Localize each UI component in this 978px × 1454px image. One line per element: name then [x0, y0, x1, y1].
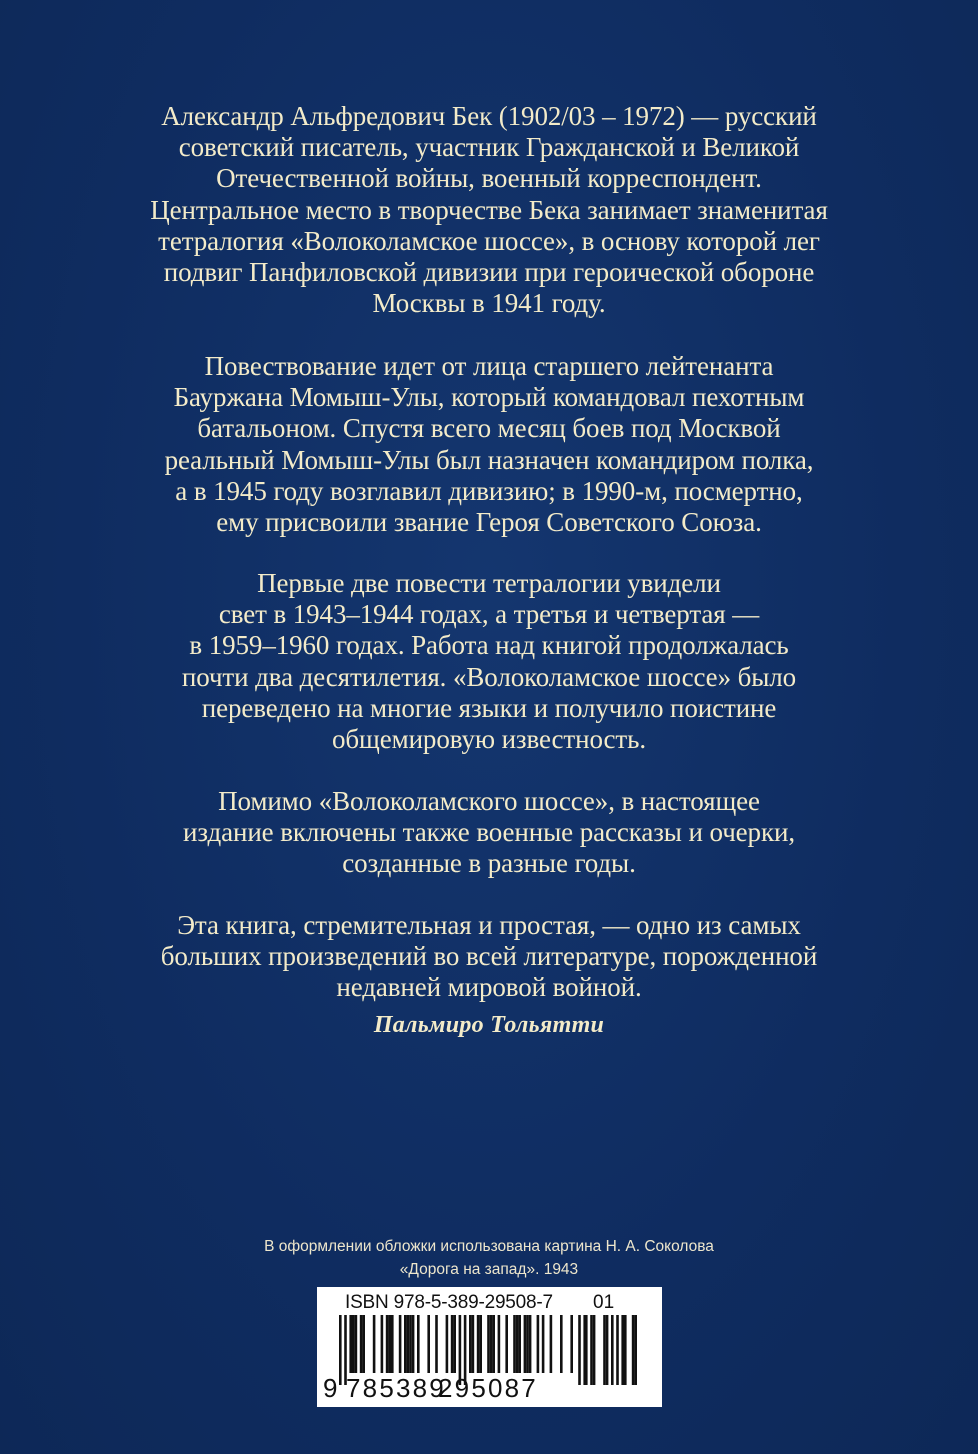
barcode-bar: [472, 1315, 475, 1373]
addon-label: 01: [593, 1292, 615, 1313]
barcode-bar: [381, 1315, 384, 1373]
barcode-bar: [578, 1315, 581, 1385]
text-line: батальоном. Спустя всего месяц боев под Москвой: [197, 413, 781, 444]
isbn-barcode: [317, 1287, 662, 1407]
credits-line: В оформлении обложки использована картина Н. А. Соколова: [264, 1238, 714, 1255]
barcode-bar: [407, 1315, 410, 1373]
addon-bar: [634, 1315, 637, 1385]
barcode-bar: [362, 1315, 365, 1373]
text-line: Эта книга, стремительная и простая, — одно из самых: [177, 910, 801, 940]
barcode-bar: [516, 1315, 519, 1373]
barcode-bar: [404, 1315, 407, 1373]
text-line: советский писатель, участник Гражданской и Великой: [178, 132, 800, 163]
barcode-bar: [505, 1315, 508, 1373]
barcode-bar: [560, 1315, 563, 1373]
text-line: Первые две повести тетралогии увидели: [257, 568, 721, 598]
text-line: в 1959–1960 годах. Работа над книгой продолжалась: [189, 630, 789, 661]
barcode-bar: [529, 1315, 532, 1373]
barcode-digits-left: 785389: [346, 1373, 446, 1403]
barcode-bar: [524, 1315, 527, 1373]
barcode-bar: [537, 1315, 540, 1373]
barcode-bar: [570, 1315, 573, 1373]
barcode-bar: [388, 1315, 391, 1373]
barcode-bar: [498, 1315, 501, 1373]
barcode-bar: [352, 1315, 355, 1373]
barcode-bar: [446, 1315, 449, 1373]
text-line: издание включены также военные рассказы и очерки,: [183, 817, 795, 848]
text-line: почти два десятилетия. «Волоколамское шоссе» было: [181, 661, 797, 692]
text-line: Повествование идет от лица старшего лейтенанта: [204, 351, 774, 381]
text-line: Москвы в 1941 году.: [372, 288, 606, 319]
barcode-bar: [477, 1315, 480, 1373]
annotation-paragraph-4: [110, 786, 868, 880]
addon-bar: [624, 1315, 627, 1385]
barcode-bar: [487, 1315, 490, 1373]
text-line: переведено на многие языки и получило поистине: [201, 692, 777, 723]
barcode-bar: [360, 1315, 363, 1373]
text-line: созданные в разные годы.: [342, 848, 636, 879]
addon-bar: [590, 1315, 593, 1385]
text-line: недавней мировой войной.: [336, 972, 642, 1003]
addon-bar: [616, 1315, 619, 1385]
annotation-paragraph-2: [110, 351, 868, 538]
barcode-bar: [386, 1315, 389, 1373]
barcode-bar: [355, 1315, 358, 1373]
isbn-label: ISBN 978-5-389-29508-7: [345, 1292, 553, 1313]
text-line: свет в 1943–1944 годах, а третья и четвертая —: [218, 599, 760, 630]
text-line: Бауржана Момыш-Улы, который командовал пехотным: [173, 382, 805, 413]
barcode-bar: [399, 1315, 402, 1373]
addon-bar: [593, 1315, 596, 1385]
barcode-bar: [550, 1315, 553, 1373]
barcode-bar: [435, 1315, 438, 1373]
text-line: Центральное место в творчестве Бека занимает знаменитая: [150, 194, 828, 225]
credits-line: «Дорога на запад». 1943: [399, 1261, 579, 1278]
barcode-bar: [453, 1315, 456, 1373]
text-line: Отечественной войны, военный корреспондент.: [216, 163, 762, 194]
barcode-bar: [373, 1315, 376, 1373]
text-line: больших произведений во всей литературе, порожденной: [160, 941, 818, 972]
text-line: ему присвоили звание Героя Советского Союза.: [216, 507, 762, 538]
barcode-bar: [391, 1315, 394, 1373]
barcode-bar: [469, 1315, 472, 1373]
barcode-bar: [417, 1315, 420, 1373]
quote-paragraph: [110, 910, 868, 1004]
barcode-bar: [518, 1315, 521, 1373]
addon-bar: [606, 1315, 609, 1385]
text-line: подвиг Панфиловской дивизии при героической обороне: [163, 257, 815, 288]
text-line: а в 1945 году возглавил дивизию; в 1990-м, посмертно,: [175, 475, 803, 506]
annotation-paragraph-3: [110, 568, 868, 755]
addon-bar: [585, 1315, 588, 1385]
barcode-digits-right: 295087: [438, 1373, 538, 1403]
barcode-bar: [409, 1315, 412, 1373]
annotation-paragraph-1: [110, 101, 868, 319]
barcode-bar: [451, 1315, 454, 1373]
text-line: тетралогия «Волоколамское шоссе», в основу которой лег: [158, 225, 820, 256]
barcode-digit-first: 9: [323, 1373, 340, 1403]
addon-bar: [632, 1315, 635, 1385]
barcode-bar: [427, 1315, 430, 1373]
barcode-bar: [526, 1315, 529, 1373]
barcode-bar: [412, 1315, 415, 1373]
barcode-bar: [492, 1315, 495, 1373]
addon-bar: [621, 1315, 624, 1385]
addon-bar: [603, 1315, 606, 1385]
quote-author: Пальмиро Тольятти: [373, 1012, 605, 1038]
text-line: реальный Момыш-Улы был назначен командиром полка,: [164, 444, 814, 475]
text-line: Александр Альфредович Бек (1902/03 – 1972) — русский: [161, 101, 817, 131]
barcode-bar: [490, 1315, 493, 1373]
barcode-bar: [349, 1315, 352, 1373]
text-line: Помимо «Волоколамского шоссе», в настоящее: [218, 786, 760, 816]
barcode-bar: [479, 1315, 482, 1373]
text-line: общемировую известность.: [331, 724, 646, 755]
barcode-bar: [542, 1315, 545, 1373]
addon-bar: [611, 1315, 614, 1385]
barcode-bar: [513, 1315, 516, 1373]
cover-credits: [180, 1235, 798, 1281]
